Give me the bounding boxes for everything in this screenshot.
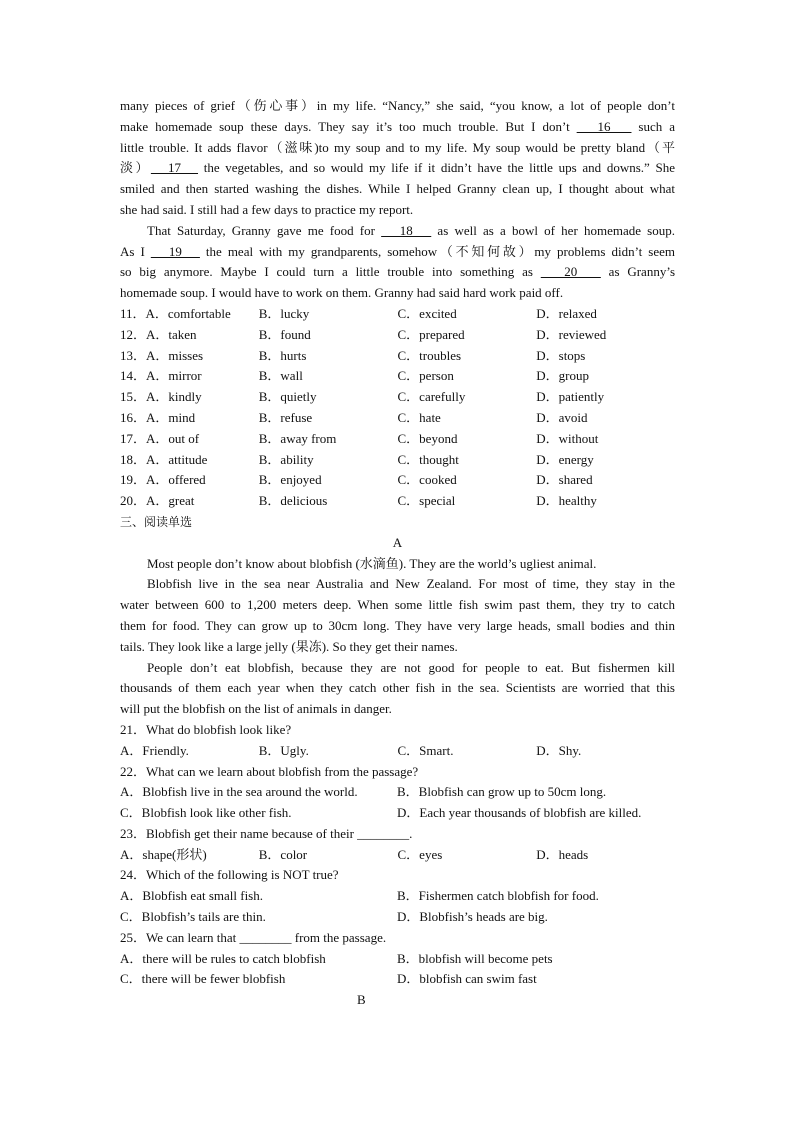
text-segment: many pieces of grief（伤心事）in my life. “Nancy,” she said, “you know, a lot of people don’t [120,98,675,113]
option: 12．A．taken [120,326,197,342]
option: B．ability [258,451,314,467]
passage-line [120,637,675,658]
option: 19．A．offered [120,472,206,488]
option: B．found [258,326,311,342]
option: C．prepared [397,326,465,342]
cloze-option-row [120,491,675,512]
cloze-option-row [120,366,675,387]
option: B．delicious [258,493,328,509]
option: C．eyes [397,846,443,862]
passage-line [120,616,675,637]
text-segment: make homemade soup these days. They say it’s too much trouble. But I don’t [120,118,577,134]
option: 14．A．mirror [120,368,202,384]
passage-line [120,658,675,679]
option: D．shared [536,472,593,488]
option: D．without [536,430,599,446]
text-segment: tails. They look like a large jelly (果冻). So they get their names. [120,638,458,654]
text-segment: will put the blobfish on the list of animals in danger. [120,701,392,717]
text-segment: as Granny’s [600,264,675,280]
option: D．Blobfish’s heads are big. [397,909,548,925]
answer-blank: 17 [150,160,199,176]
section-title: 三、阅读单选 [120,514,193,529]
option: C．Blobfish look like other fish. [120,805,292,821]
option: 15．A．kindly [120,389,202,405]
option: B．Ugly. [258,742,309,758]
option: A．there will be rules to catch blobfish [120,950,326,966]
question-stem: 23．Blobfish get their name because of their ________. [120,825,413,841]
passage-line [120,221,675,242]
option: C．carefully [397,389,466,405]
cloze-option-row [120,387,675,408]
option: B．color [258,846,308,862]
answer-blank: 19 [150,243,200,259]
cloze-option-row [120,325,675,346]
cloze-option-row [120,450,675,471]
option: 18．A．attitude [120,451,208,467]
option: C．person [397,368,454,384]
passage-line [120,179,675,200]
option: C．there will be fewer blobfish [120,971,286,987]
option: D．stops [536,347,586,363]
passage-line [120,262,675,283]
passage-line [120,242,675,263]
option: C．special [397,493,456,509]
passage-line [120,574,675,595]
answer-blank: 18 [381,222,432,238]
option: B．wall [258,368,303,384]
option: A．Friendly. [120,742,189,758]
option: B．away from [258,430,337,446]
cloze-option-row [120,304,675,325]
text-segment: the vegetables, and so would my life if it didn’t have the little ups and downs.” She [198,160,675,176]
option: D．blobfish can swim fast [397,971,537,987]
text-segment: Blobfish live in the sea near Australia and New Zealand. For most of time, they stay in the [147,576,675,592]
question-option-row [120,886,675,907]
option: D．reviewed [536,326,607,342]
option: B．enjoyed [258,472,322,488]
passage-line [120,595,675,616]
cloze-option-row [120,470,675,491]
option: A．Blobfish eat small fish. [120,888,263,904]
text-segment: the meal with my grandparents, somehow（不知何故）my problems didn’t seem [199,243,675,259]
text-segment: Most people don’t know about blobfish (水滴鱼). They are the world’s ugliest animal. [147,555,597,571]
option: C．Smart. [397,742,454,758]
passage-label: B [357,992,366,1008]
option: B．Blobfish can grow up to 50cm long. [397,784,607,800]
question-option-row [120,782,675,803]
text-segment: That Saturday, Granny gave me food for [147,222,382,238]
option: D．heads [536,846,589,862]
text-segment: thousands of them each year when they catch other fish in the sea. Scientists are worried that this [120,680,675,696]
answer-blank: 16 [576,118,632,134]
question-stem: 25．We can learn that ________ from the passage. [120,929,387,945]
passage-line [120,117,675,138]
exam-page [120,96,675,1011]
option: A．Blobfish live in the sea around the world. [120,784,358,800]
text-segment: such a [631,118,675,134]
option: C．thought [397,451,459,467]
cloze-option-row [120,346,675,367]
option: D．energy [536,451,594,467]
question-stem: 21．What do blobfish look like? [120,721,292,737]
option: B．hurts [258,347,307,363]
passage-line [120,283,675,304]
passage-line [120,554,675,575]
option: D．relaxed [536,305,597,321]
text-segment: little trouble. It adds flavor（滋味)to my soup and to my life. My soup would be pretty bland（平 [120,139,675,155]
option: C．hate [397,409,441,425]
option: B．lucky [258,305,310,321]
option: 20．A．great [120,493,195,509]
question-option-row [120,845,675,866]
option: C．troubles [397,347,462,363]
option: D．group [536,368,589,384]
option: B．Fishermen catch blobfish for food. [397,888,599,904]
option: D．avoid [536,409,588,425]
text-segment: as well as a bowl of her homemade soup. [431,222,675,238]
text-segment: homemade soup. I would have to work on them. Granny had said hard work paid off. [120,285,564,301]
text-segment: she had said. I still had a few days to practice my report. [120,201,414,217]
passage-line [120,138,675,159]
passage-line [120,200,675,221]
passage-label: A [392,534,403,550]
cloze-option-row [120,408,675,429]
cloze-option-row [120,429,675,450]
question-option-row [120,949,675,970]
option: B．blobfish will become pets [397,950,553,966]
text-segment: so big anymore. Maybe I could turn a little trouble into something as [120,264,541,280]
text-segment: As I [120,243,151,259]
option: C．beyond [397,430,458,446]
option: B．refuse [258,409,313,425]
answer-blank: 20 [540,264,601,280]
option: 11．A．comfortable [120,305,231,321]
option: 17．A．out of [120,430,200,446]
option: C．cooked [397,472,457,488]
question-stem: 22．What can we learn about blobfish from the passage? [120,763,419,779]
option: D．patiently [536,389,605,405]
option: D．Each year thousands of blobfish are killed. [397,805,642,821]
passage-line [120,158,675,179]
option: D．Shy. [536,742,582,758]
option: B．quietly [258,389,317,405]
option: A．shape(形状) [120,846,207,862]
question-option-row [120,907,675,928]
question-stem: 24．Which of the following is NOT true? [120,867,339,883]
option: 16．A．mind [120,409,196,425]
option: C．excited [397,305,457,321]
question-option-row [120,741,675,762]
text-segment: 淡） [120,160,151,176]
question-option-row [120,803,675,824]
option: C．Blobfish’s tails are thin. [120,909,266,925]
text-segment: water between 600 to 1,200 meters deep. When some little fish swim past them, they try to catch [120,597,675,613]
passage-line [120,699,675,720]
text-segment: smiled and then started washing the dishes. While I helped Granny clean up, I thought about what [120,181,675,197]
option: D．healthy [536,493,597,509]
text-segment: People don’t eat blobfish, because they are not good for people to eat. But fishermen kill [147,659,675,675]
question-option-row [120,969,675,990]
text-segment: them for food. They can grow up to 30cm long. They have very large heads, small bodies and thin [120,617,675,633]
option: 13．A．misses [120,347,204,363]
passage-line [120,678,675,699]
passage-line [120,96,675,117]
